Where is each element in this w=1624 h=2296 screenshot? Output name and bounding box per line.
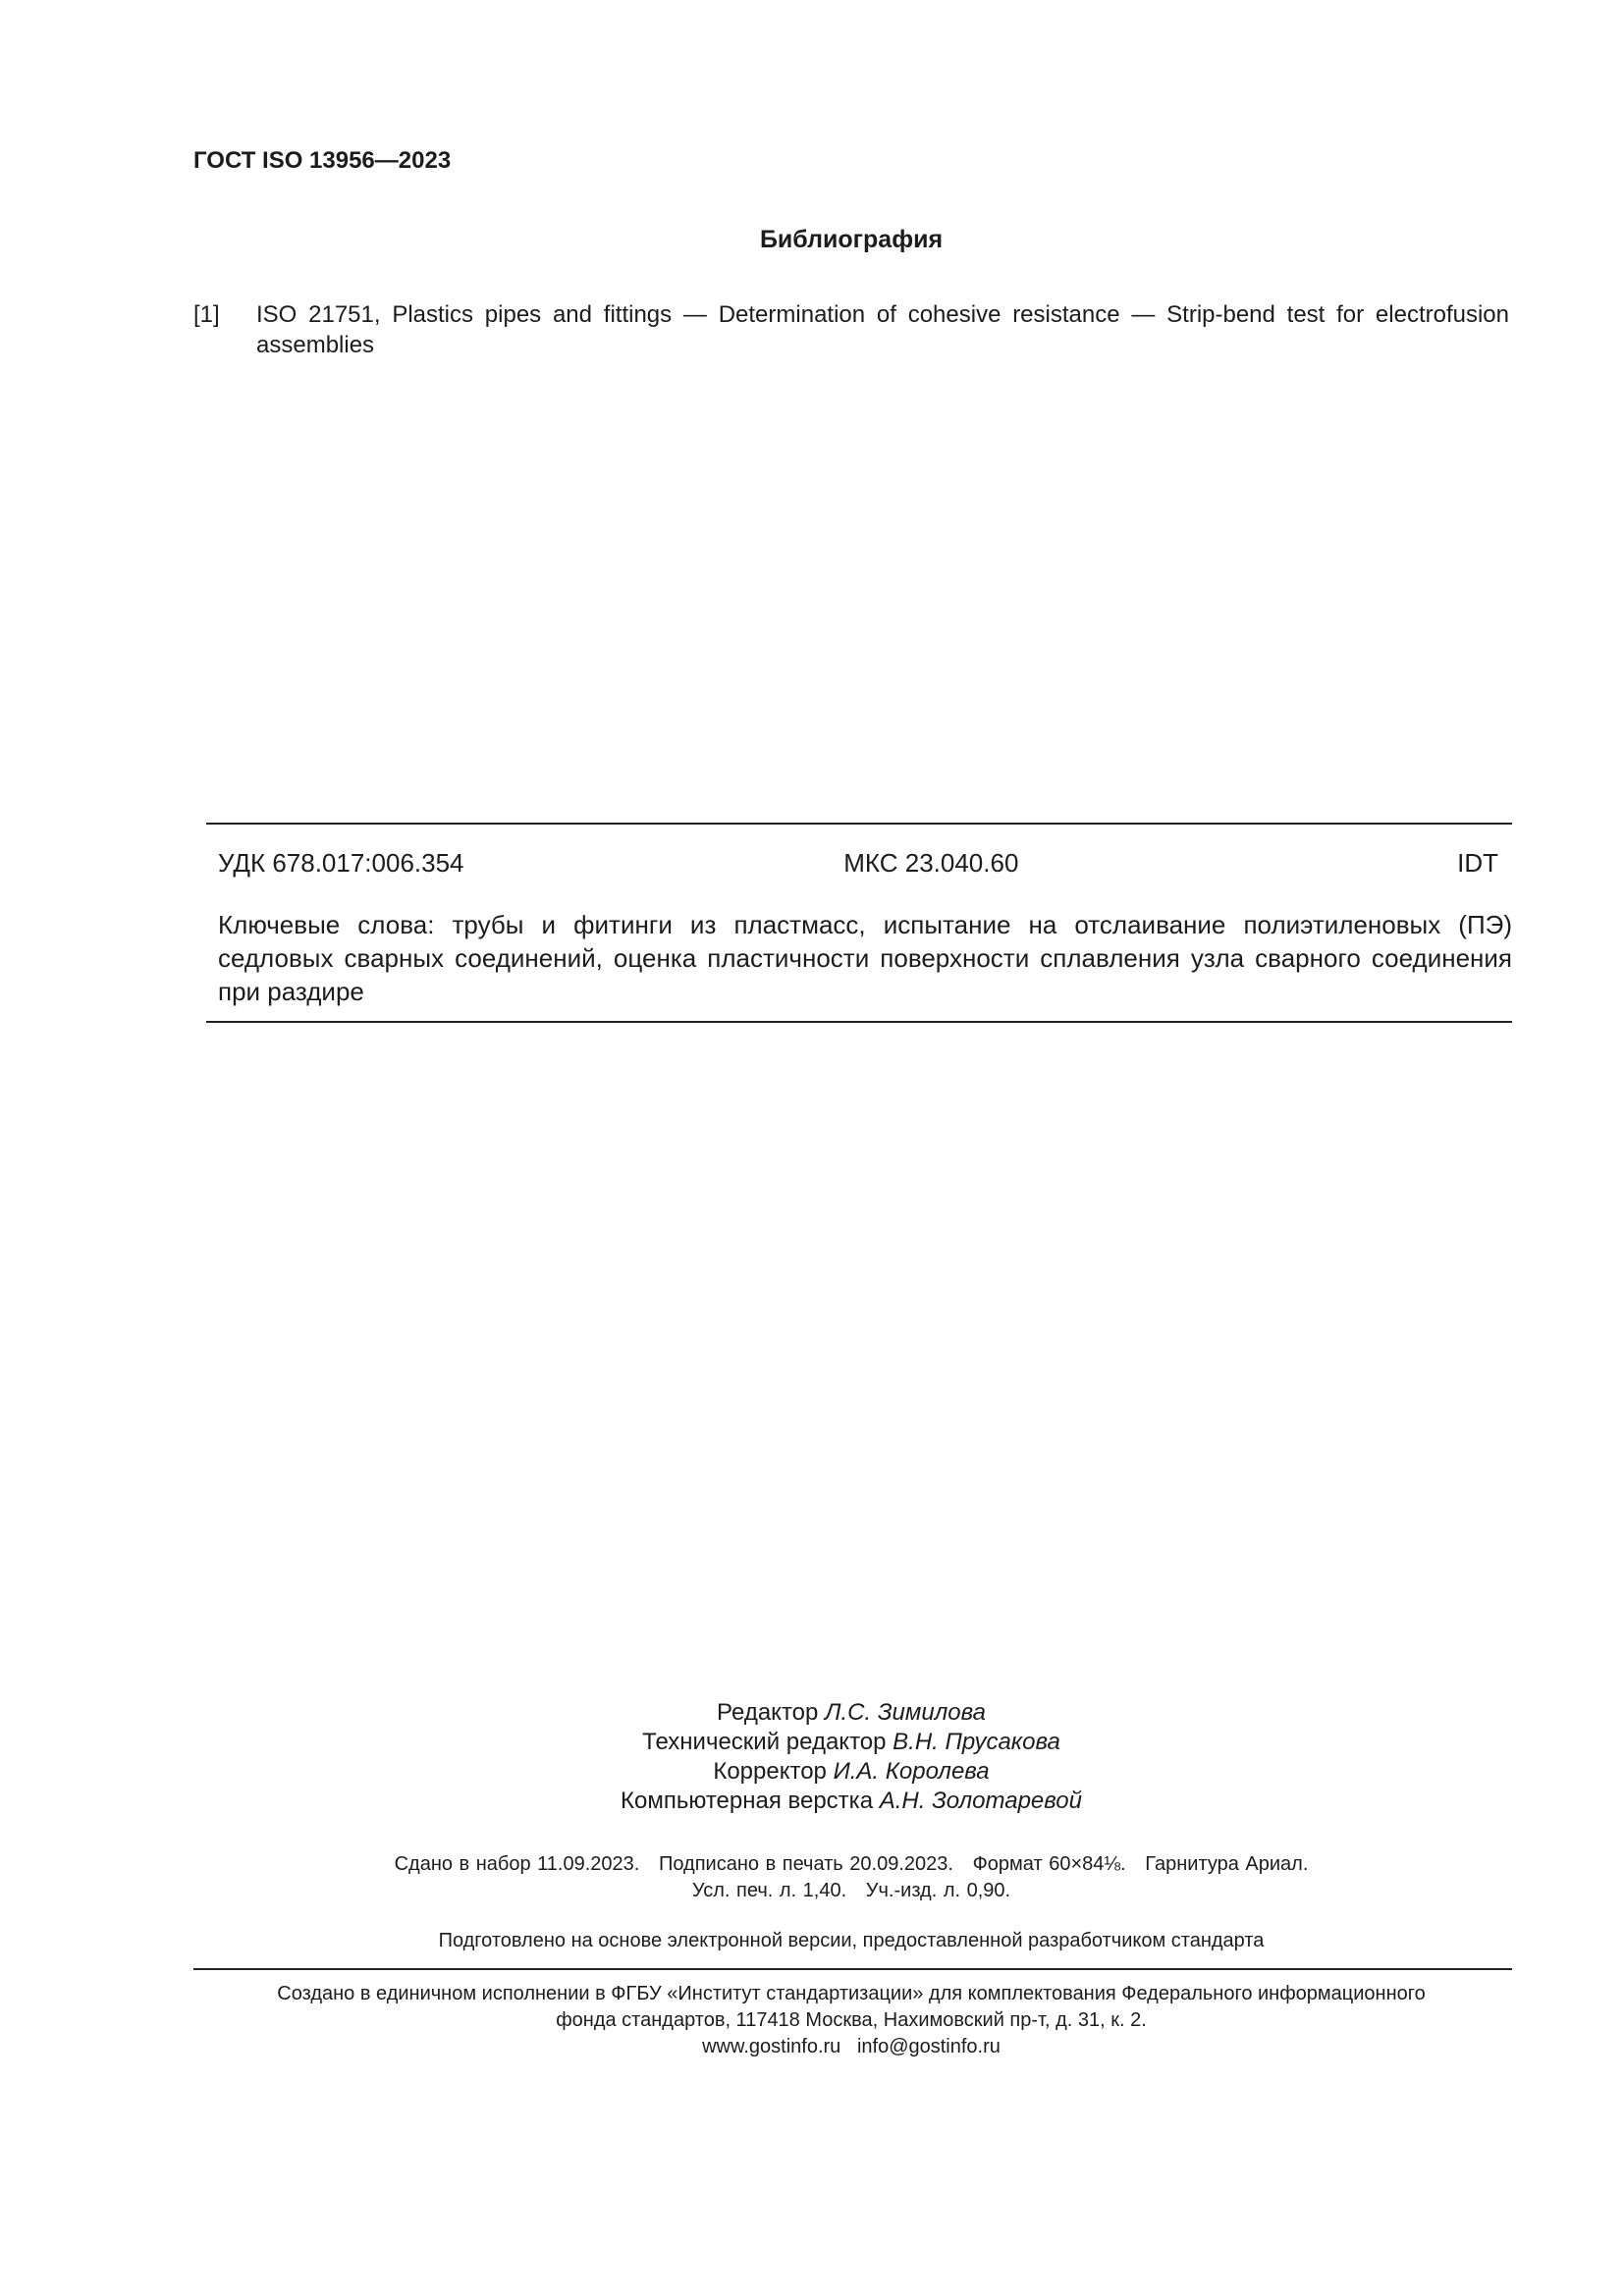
credit-role: Технический редактор: [642, 1729, 887, 1755]
credit-editor: [79, 1698, 1624, 1728]
credit-name: А.Н. Золотаревой: [879, 1788, 1082, 1814]
bibliography-entry-text: ISO 21751, Plastics pipes and fittings — Determination of cohesive resistance — Strip-bend test for electrofusion assemblies: [256, 301, 1509, 358]
credit-role: Компьютерная верстка: [621, 1788, 874, 1814]
keywords: Ключевые слова: трубы и фитинги из пластмасс, испытание на отслаивание полиэтиленовых (ПЭ) седловых сварных соединений, оценка пластичности поверхности сплавления узла сварного соединения при раздире: [218, 910, 1512, 1006]
print-info: [0, 1851, 1624, 1904]
credit-layout: [79, 1787, 1624, 1816]
idt-label: IDT: [1457, 848, 1498, 878]
imprint-divider: [193, 1968, 1512, 1970]
prepared-note: Подготовлено на основе электронной версии, предоставленной разработчиком стандарта: [438, 1930, 1265, 1951]
created-line-1: Создано в единичном исполнении в ФГБУ «Институт стандартизации» для комплектования Федерального информационного: [277, 1983, 1426, 2004]
bottom-divider: [206, 1021, 1512, 1023]
bibliography-entry-number: [1]: [193, 301, 220, 328]
classification-row: [218, 848, 1498, 879]
created-line-2: фонда стандартов, 117418 Москва, Нахимовский пр-т, д. 31, к. 2.: [556, 2009, 1147, 2031]
print-info-line-1: Сдано в набор 11.09.2023. Подписано в печать 20.09.2023. Формат 60×84⅛. Гарнитура Ариал.: [394, 1853, 1309, 1875]
bibliography-entry: [193, 299, 1509, 360]
credit-tech-editor: [79, 1728, 1624, 1757]
mks-code: МКС 23.040.60: [843, 848, 1019, 878]
credit-role: Корректор: [713, 1758, 827, 1785]
credit-role: Редактор: [717, 1699, 819, 1726]
credit-proofreader: [79, 1757, 1624, 1787]
udk-code: УДК 678.017:006.354: [218, 848, 464, 878]
top-divider: [206, 823, 1512, 825]
credit-name: В.Н. Прусакова: [893, 1729, 1060, 1755]
credit-name: Л.С. Зимилова: [825, 1699, 986, 1726]
bibliography-title: Библиография: [759, 226, 944, 253]
created-note: [0, 1981, 1624, 2060]
credit-name: И.А. Королева: [833, 1758, 990, 1785]
print-info-line-2: Усл. печ. л. 1,40. Уч.-изд. л. 0,90.: [691, 1880, 1011, 1901]
document-code: ГОСТ ISO 13956—2023: [193, 147, 452, 174]
credits-block: [0, 1698, 1624, 1816]
created-contacts: www.gostinfo.ru info@gostinfo.ru: [702, 2036, 1001, 2057]
